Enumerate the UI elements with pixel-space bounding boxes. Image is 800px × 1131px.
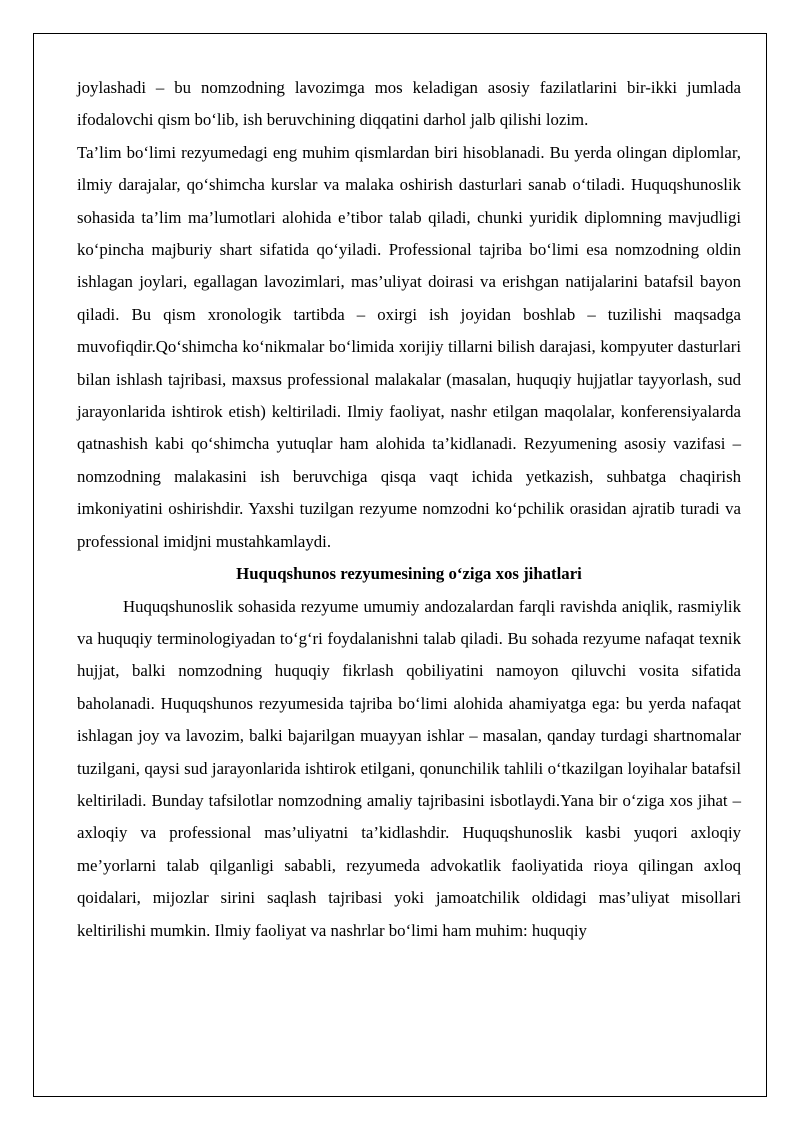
- document-body: [77, 72, 741, 947]
- paragraph-continuation: joylashadi – bu nomzodning lavozimga mos keladigan asosiy fazilatlarini bir-ikki jumlada ifodalovchi qism bo‘lib, ish beruvchining diqqatini darhol jalb qilishi lozim.: [77, 78, 741, 130]
- paragraph-lawyer-resume: Huquqshunoslik sohasida rezyume umumiy andozalardan farqli ravishda aniqlik, rasmiylik va huquqiy terminologiyadan to‘g‘ri foydalanishni talab qiladi. Bu sohada rezyume nafaqat texnik hujjat, balki nomzodning huquqiy fikrlash qobiliyatini namoyon qiluvchi vosita sifatida baholanadi. Huquqshunos rezyumesida tajriba bo‘limi alohida ahamiyatga ega: bu yerda nafaqat ishlagan joy va lavozim, balki bajarilgan muayyan ishlar – masalan, qanday turdagi shartnomalar tuzilgani, qaysi sud jarayonlarida ishtirok etilgani, qonunchilik tahlili o‘tkazilgan loyihalar batafsil keltiriladi. Bunday tafsilotlar nomzodning amaliy tajribasini isbotlaydi.Yana bir o‘ziga xos jihat – axloqiy va professional mas’uliyatni ta’kidlashdir. Huquqshunoslik kasbi yuqori axloqiy me’yorlarni talab qilganligi sababli, rezyumeda advokatlik faoliyatida rioya qilingan axloq qoidalari, mijozlar sirini saqlash tajribasi yoki jamoatchilik oldidagi mas’uliyat misollari keltirilishi mumkin. Ilmiy faoliyat va nashrlar bo‘limi ham muhim: huquqiy: [77, 596, 741, 940]
- section-heading: Huquqshunos rezyumesining o‘ziga xos jihatlari: [236, 564, 582, 584]
- paragraph-education-section: Ta’lim bo‘limi rezyumedagi eng muhim qismlardan biri hisoblanadi. Bu yerda olingan diplomlar, ilmiy darajalar, qo‘shimcha kurslar va malaka oshirish dasturlari sanab o‘tiladi. Huquqshunoslik sohasida ta’lim ma’lumotlari alohida e’tibor talab qiladi, chunki yuridik diplomning mavjudligi ko‘pincha majburiy shart sifatida qo‘yiladi. Professional tajriba bo‘limi esa nomzodning oldin ishlagan joylari, egallagan lavozimlari, mas’uliyat doirasi va erishgan natijalarini batafsil bayon qiladi. Bu qism xronologik tartibda – oxirgi ish joyidan boshlab – tuzilishi maqsadga muvofiqdir.Qo‘shimcha ko‘nikmalar bo‘limida xorijiy tillarni bilish darajasi, kompyuter dasturlari bilan ishlash tajribasi, maxsus professional malakalar (masalan, huquqiy hujjatlar tayyorlash, sud jarayonlarida ishtirok etish) keltiriladi. Ilmiy faoliyat, nashr etilgan maqolalar, konferensiyalarda qatnashish kabi qo‘shimcha yutuqlar ham alohida ta’kidlanadi. Rezyumening asosiy vazifasi – nomzodning malakasini ish beruvchiga qisqa vaqt ichida yetkazish, suhbatga chaqirish imkoniyatini oshirishdir. Yaxshi tuzilgan rezyume nomzodni ko‘pchilik orasidan ajratib turadi va professional imidjni mustahkamlaydi.: [77, 142, 741, 551]
